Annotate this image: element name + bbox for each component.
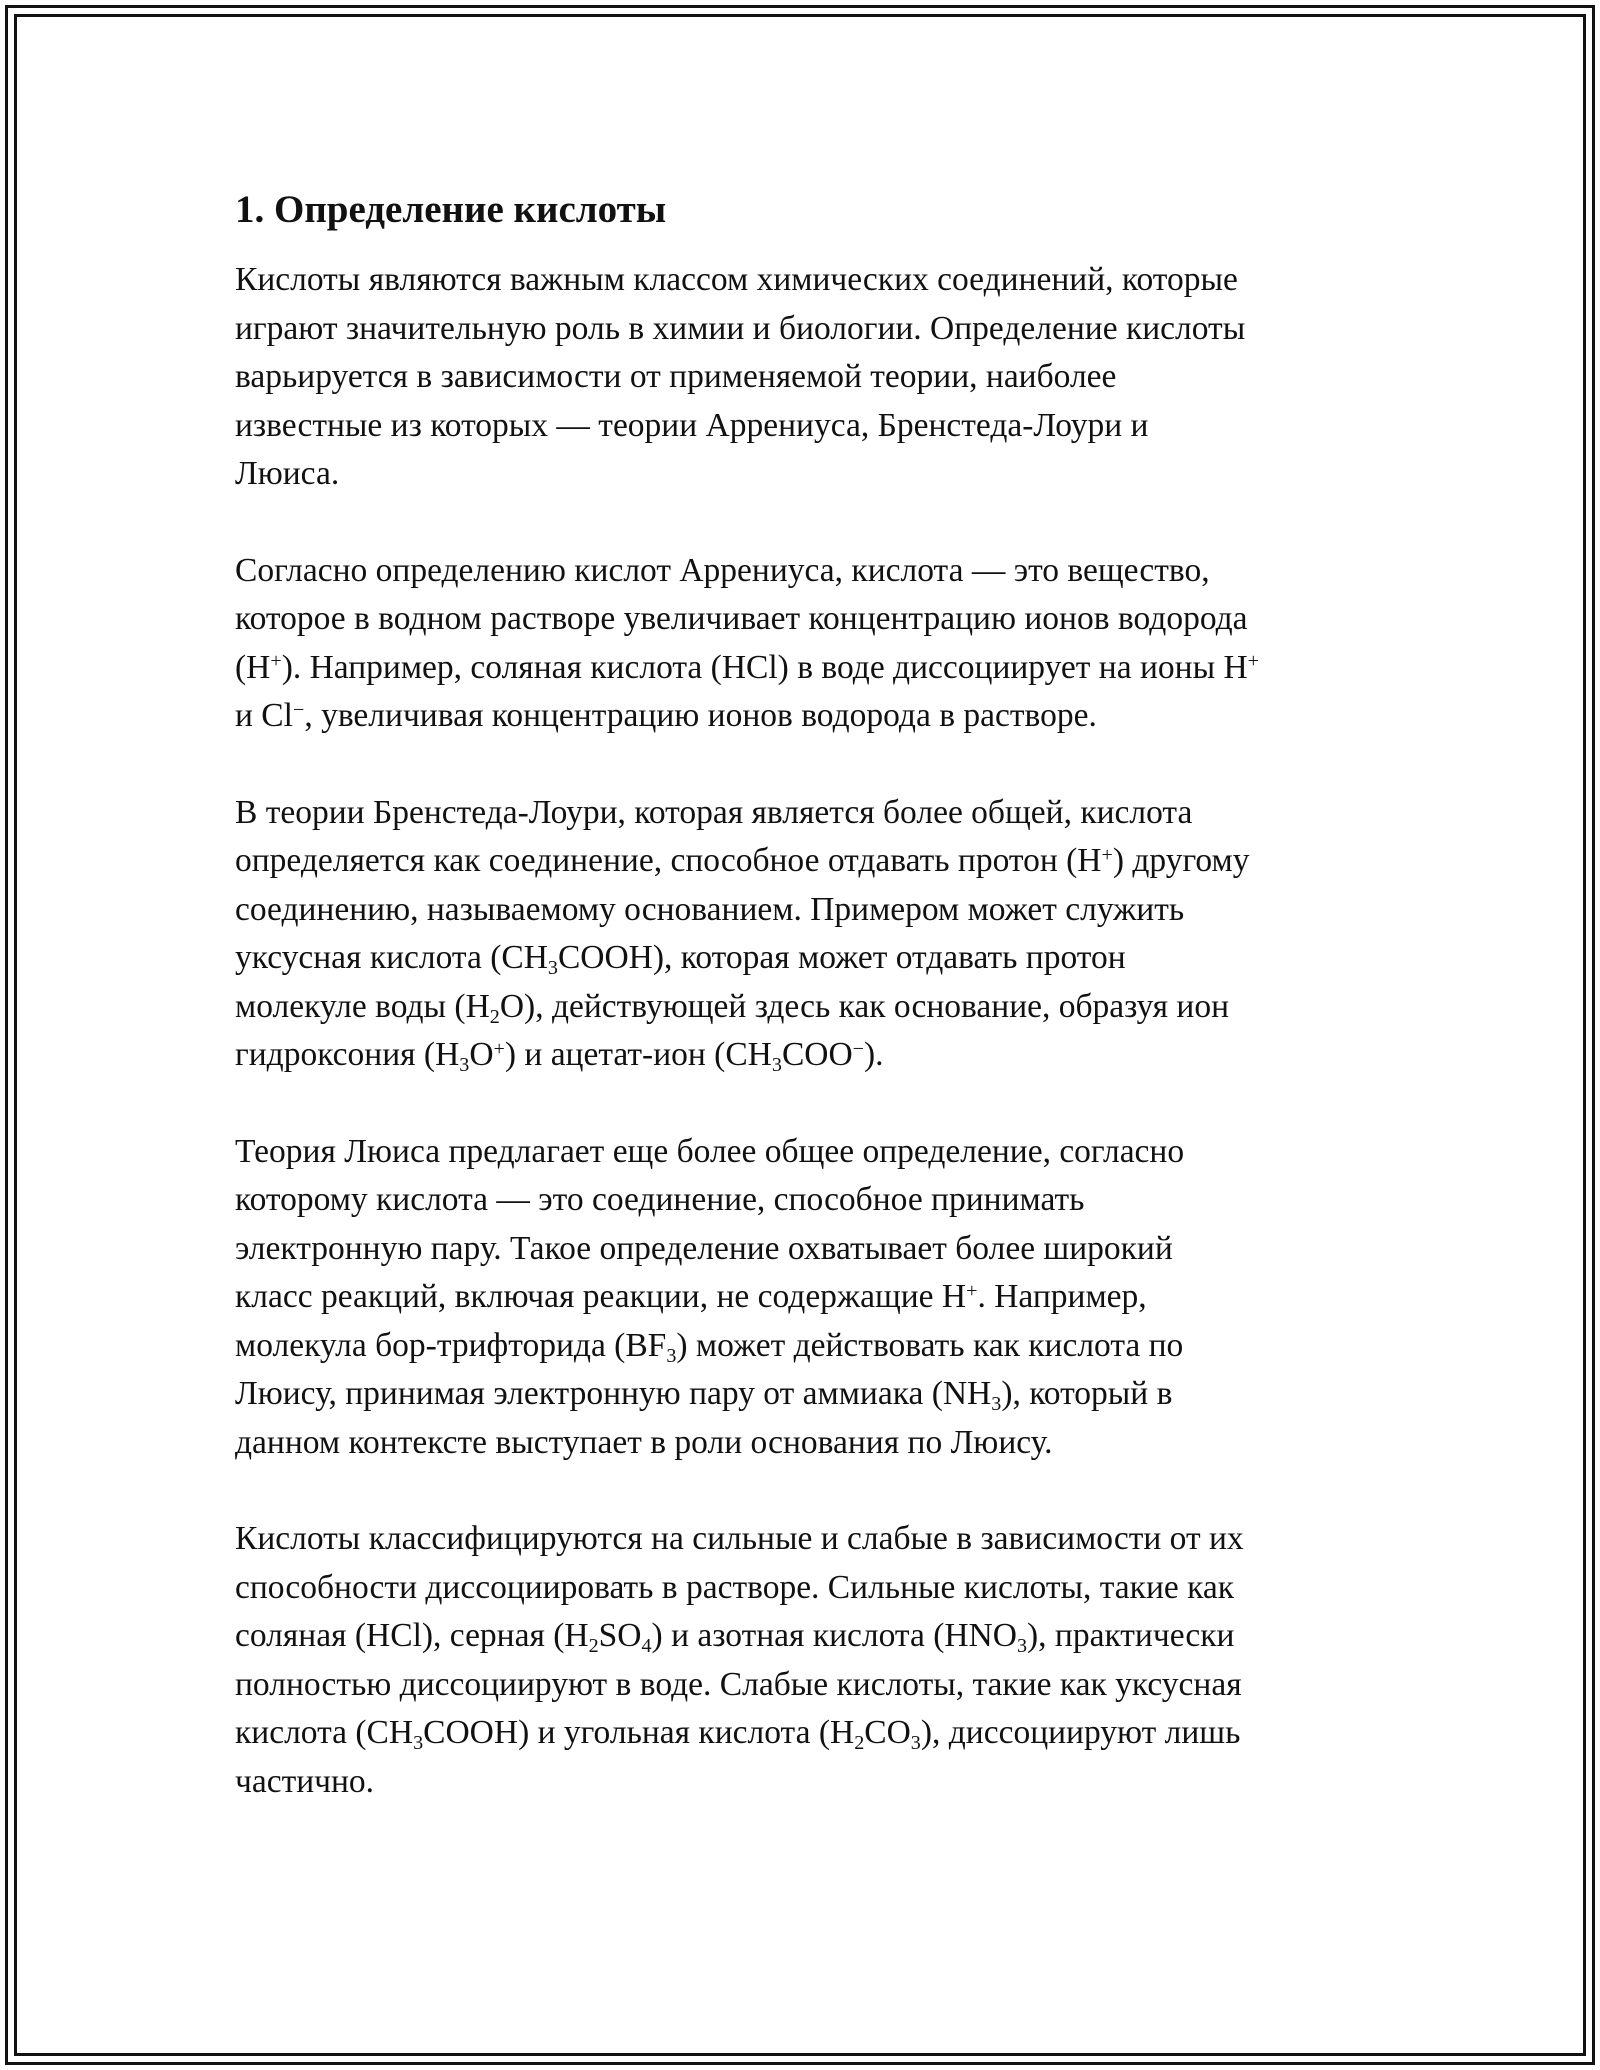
- text-run: Согласно определению кислот Аррениуса, кислота — это вещество,: [235, 551, 1210, 589]
- text-run: способности диссоциировать в растворе. Сильные кислоты, такие как: [235, 1568, 1235, 1606]
- text-run: молекуле воды (H: [235, 987, 490, 1025]
- text-run: Теория Люиса предлагает еще более общее определение, согласно: [235, 1132, 1185, 1170]
- text-run: O: [469, 1036, 494, 1073]
- text-run: Кислоты классифицируются на сильные и слабые в зависимости от их: [235, 1520, 1244, 1557]
- text-run: (H: [235, 648, 271, 686]
- text-run: данном контексте выступает в роли основания по Люису.: [235, 1423, 1053, 1461]
- subscript: 3: [413, 1732, 424, 1755]
- text-run: Кислоты являются важным классом химических соединений, которые: [235, 261, 1238, 298]
- text-run: ) и ацетат-ион (CH: [504, 1036, 772, 1073]
- document-body: [235, 186, 1365, 1854]
- text-run: кислота (CH: [235, 1714, 414, 1751]
- paragraphs-container: [235, 256, 1365, 1806]
- subscript: 3: [547, 957, 558, 980]
- text-run: соляная (HCl), серная (H: [235, 1617, 589, 1654]
- text-run: частично.: [235, 1762, 375, 1800]
- text-run: O), действующей здесь как основание, образуя ион: [499, 987, 1229, 1025]
- text-run: которое в водном растворе увеличивает концентрацию ионов водорода: [235, 600, 1248, 637]
- text-run: которому кислота — это соединение, способное принимать: [235, 1181, 1085, 1218]
- subscript: 4: [641, 1635, 652, 1658]
- paragraph: [235, 789, 1365, 1080]
- text-run: Люиса.: [235, 455, 340, 492]
- text-run: гидроксония (H: [235, 1036, 460, 1073]
- section-heading: 1. Определение кислоты: [235, 188, 667, 231]
- text-run: электронную пару. Такое определение охватывает более широкий: [235, 1229, 1173, 1267]
- text-run: ) и азотная кислота (HNO: [651, 1617, 1017, 1654]
- superscript: +: [1101, 843, 1113, 866]
- superscript: +: [1247, 650, 1260, 673]
- text-run: варьируется в зависимости от применяемой теории, наиболее: [235, 358, 1117, 395]
- superscript: +: [966, 1279, 978, 1302]
- text-run: ) может действовать как кислота по: [676, 1326, 1184, 1364]
- paragraph: [235, 1128, 1365, 1468]
- superscript: +: [493, 1037, 505, 1060]
- text-run: SO: [598, 1617, 642, 1654]
- text-run: CO: [864, 1714, 911, 1751]
- text-run: ), который в: [1001, 1375, 1173, 1412]
- text-run: ). Например, соляная кислота (HCl) в воде диссоциирует на ионы H: [281, 648, 1248, 686]
- text-run: полностью диссоциируют в воде. Слабые кислоты, такие как уксусная: [235, 1665, 1242, 1703]
- text-run: молекула бор-трифторида (BF: [235, 1326, 667, 1364]
- text-run: , увеличивая концентрацию ионов водорода в растворе.: [304, 697, 1097, 734]
- text-run: соединению, называемому основанием. Примером может служить: [235, 890, 1185, 928]
- text-run: играют значительную роль в химии и биологии. Определение кислоты: [235, 309, 1246, 347]
- text-run: и Cl: [235, 697, 293, 734]
- text-run: COOH) и угольная кислота (H: [423, 1714, 855, 1751]
- text-run: ), диссоциируют лишь: [920, 1714, 1241, 1751]
- text-run: класс реакций, включая реакции, не содержащие H: [235, 1278, 967, 1315]
- subscript: 3: [1016, 1635, 1027, 1658]
- text-run: уксусная кислота (CH: [235, 939, 548, 976]
- superscript: −: [852, 1037, 865, 1060]
- superscript: +: [270, 650, 282, 673]
- text-run: COOH), которая может отдавать протон: [557, 939, 1126, 976]
- subscript: 2: [489, 1005, 500, 1028]
- text-run: . Например,: [977, 1278, 1147, 1315]
- subscript: 3: [459, 1054, 470, 1077]
- subscript: 3: [666, 1344, 677, 1367]
- subscript: 2: [588, 1635, 599, 1658]
- text-run: ) другому: [1112, 842, 1250, 879]
- text-run: Люису, принимая электронную пару от аммиака (NH: [235, 1375, 992, 1412]
- subscript: 3: [771, 1054, 782, 1077]
- text-run: известные из которых — теории Аррениуса, Бренстеда-Лоури и: [235, 406, 1149, 444]
- subscript: 2: [854, 1732, 865, 1755]
- subscript: 3: [991, 1393, 1002, 1416]
- text-run: В теории Бренстеда-Лоури, которая является более общей, кислота: [235, 793, 1193, 831]
- paragraph: [235, 1515, 1365, 1806]
- subscript: 3: [910, 1732, 921, 1755]
- text-run: COO: [781, 1036, 853, 1073]
- text-run: ), практически: [1027, 1617, 1235, 1654]
- paragraph: [235, 256, 1365, 499]
- paragraph: [235, 547, 1365, 741]
- text-run: ).: [864, 1036, 884, 1073]
- text-run: определяется как соединение, способное отдавать протон (H: [235, 842, 1102, 879]
- superscript: −: [292, 698, 305, 721]
